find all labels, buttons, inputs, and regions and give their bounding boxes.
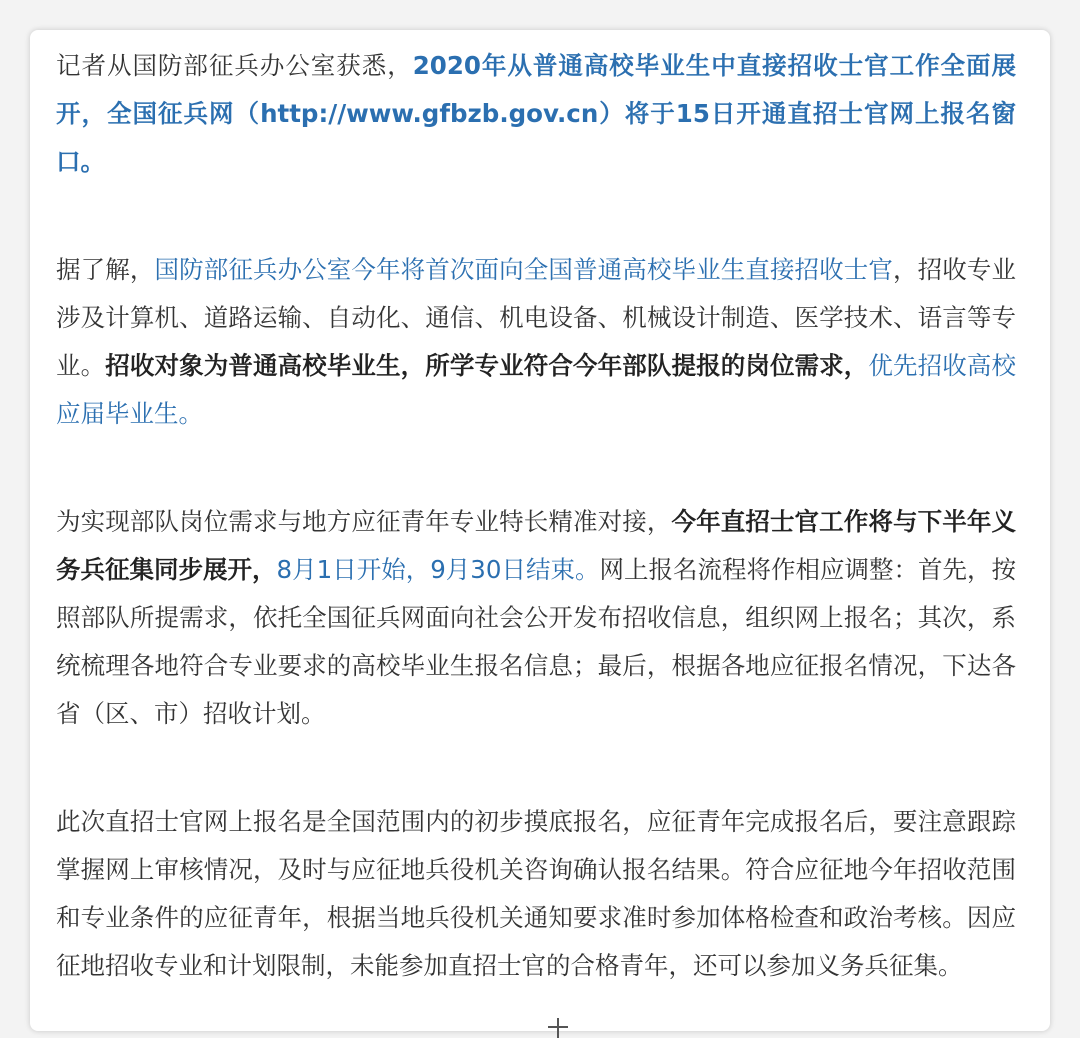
paragraph-2-lead: 据了解，	[56, 255, 155, 284]
paragraph-1-text: 记者从国防部征兵办公室获悉，	[56, 51, 413, 80]
paragraph-4	[56, 798, 1016, 990]
paragraph-3	[56, 498, 1016, 738]
paragraph-2-highlight: 国防部征兵办公室今年将首次面向全国普通高校毕业生直接招收士官	[154, 255, 894, 284]
paragraph-3-process: 网上报名流程将作相应调整：首先，按照部队所提需求，依托全国征兵网面向社会公开发布招收信息，组织网上报名；其次，系统梳理各地符合专业要求的高校毕业生报名信息；最后，根据各地应征报名情况，下达各省（区、市）招收计划。	[56, 555, 1017, 728]
plus-icon	[546, 1014, 570, 1038]
paragraph-2	[56, 246, 1016, 438]
paragraph-1	[56, 42, 1016, 186]
paragraph-3-lead: 为实现部队岗位需求与地方应征青年专业特长精准对接，	[56, 507, 672, 536]
paragraph-1-highlight: 2020年从普通高校毕业生中直接招收士官工作全面展开，全国征兵网（http://www.gfbzb.gov.cn）将于15日开通直招士官网上报名窗口。	[56, 51, 1017, 176]
paragraph-3-emphasis: 今年直招士官工作将与下半年义务兵征集同步展开，	[56, 507, 1017, 584]
paragraph-3-dates: 8月1日开始，9月30日结束。	[276, 555, 600, 584]
paragraph-2-majors: ，招收专业涉及计算机、道路运输、自动化、通信、机电设备、机械设计制造、医学技术、语言等专业。	[56, 255, 1017, 380]
article-card	[30, 30, 1050, 1031]
paragraph-2-priority: 优先招收高校应届毕业生。	[56, 351, 1017, 428]
paragraph-2-emphasis: 招收对象为普通高校毕业生，所学专业符合今年部队提报的岗位需求，	[105, 351, 869, 380]
paragraph-4-text: 此次直招士官网上报名是全国范围内的初步摸底报名，应征青年完成报名后，要注意跟踪掌握网上审核情况，及时与应征地兵役机关咨询确认报名结果。符合应征地今年招收范围和专业条件的应征青年，根据当地兵役机关通知要求准时参加体格检查和政治考核。因应征地招收专业和计划限制，未能参加直招士官的合格青年，还可以参加义务兵征集。	[56, 807, 1016, 980]
article-body	[56, 42, 1016, 990]
